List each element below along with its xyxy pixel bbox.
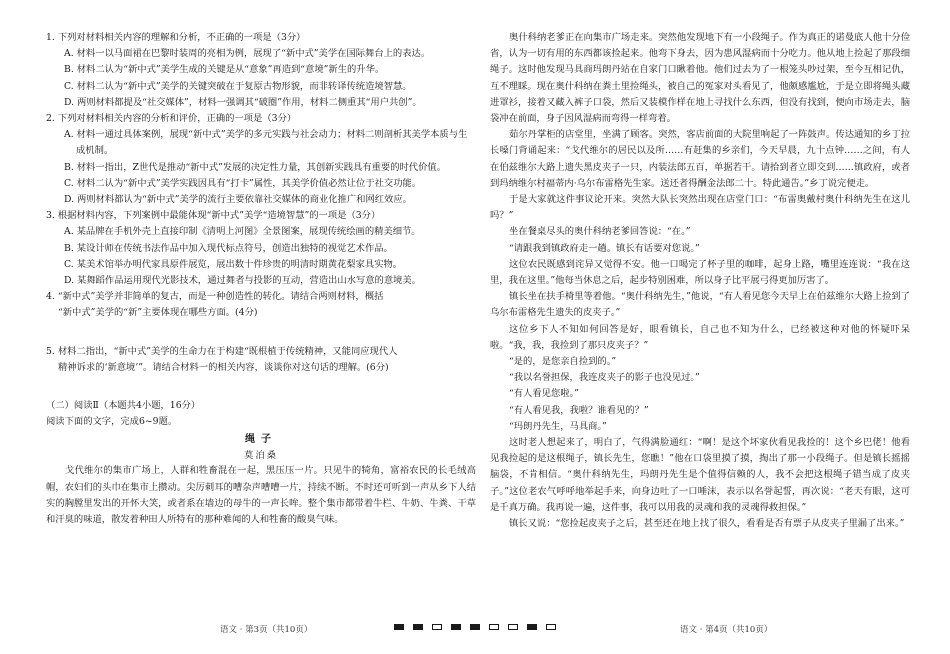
registration-mark [546,624,556,630]
question-2 [46,111,476,208]
story-body-left [46,463,476,528]
story-paragraph: 坐在餐桌尽头的奥什科纳老爹回答说：“在。” [509,226,691,238]
story-paragraph: “玛朗丹先生，马具商。” [509,420,607,432]
answer-space [46,376,476,398]
story-paragraph: “是的，是您亲自捡到的。” [509,356,617,368]
left-page [46,30,476,528]
question-4-line-1: 4. “新中式”美学并非简单的复古，而是一种创造性的转化。请结合两则材料，概括 [46,291,384,303]
page-number-right: 语文 · 第4页（共10页） [680,625,773,635]
story-paragraph: “请跟我到镇政府走一趟。镇长有话要对您说。” [509,242,700,254]
story-paragraph: “有人看见您啦。” [509,388,579,400]
section-instruction: 阅读下面的文字，完成6~9题。 [46,416,178,428]
option-d: D. 两则材料都提及“社交媒体”，材料一强调其“破圈”作用，材料二侧重其“用户共创”。 [64,96,422,108]
question-4 [46,289,476,321]
registration-mark [470,624,480,630]
option-c: C. 材料二认为“新中式”美学的关键突破在于复原古物形貌，而非转译传统造境智慧。 [64,80,412,92]
question-5-line-2: 精神诉求的‘新意境’”。请结合材料一的相关内容，谈谈你对这句话的理解。(6分) [58,361,389,373]
story-paragraph: 这时老人想起来了，明白了，气得满脸通红：“啊！是这个坏家伙看见我捡的！这个乡巴佬！他看见我捡起的是这根绳子，镇长先生，您瞧！”他在口袋里摸了摸，掏出了那一小段绳子。但是镇长摇摇脑袋，不肯相信。“奥什科纳先生，玛朗丹先生是个值得信赖的人，我不会把这根绳子错当成了皮夹子。”这位老农气呼呼地举起手来，向身边吐了一口唾沫，表示以名誉起誓，再次说：“老天有眼，这可是千真万确。我再说一遍，这件事，我可以用我的灵魂和我的灵魂得救担保。” [490,437,910,513]
story-paragraph: 戈代维尔的集市广场上，人群和牲畜混在一起，黑压压一片。只见牛的犄角，富裕农民的长毛绒高帽，农妇们的头巾在集市上攒动。尖厉刺耳的嘈杂声嘈嘈一片，持续不断。不时还可听到一声从乡下人结实的胸膛里发出的开怀大笑，或者系在墙边的母牛的一声长哞。整个集市都带着牛栏、牛奶、牛粪、干草和汗臭的味道，散发着种田人所特有的那种难闻的人和牲畜的酸臭气味。 [46,465,476,526]
option-d: D. 某舞蹈作品运用现代光影技术，通过舞者与投影的互动，营造出山水写意的意境美。 [64,275,422,287]
story-paragraph: “我以名誉担保，我连皮夹子的影子也没见过。” [509,372,700,384]
registration-mark [527,624,537,630]
option-a: A. 材料一通过具体案例，展现“新中式”美学的多元实践与社会动力；材料二则剖析其美学本质与生成机制。 [64,129,468,157]
story-author: 莫泊桑 [244,450,278,462]
option-b: B. 材料一指出，Z世代是推动“新中式”发展的决定性力量，其创新实践具有重要的时代价值。 [64,161,446,173]
question-1 [46,30,476,111]
option-d: D. 两则材料都认为“新中式”美学的流行主要依靠社交媒体的商业化推广和网红效应。 [64,194,412,206]
story-paragraph: “有人看见我，我啦？谁看见的？” [509,404,649,416]
option-c: C. 某美术馆举办明代家具原件展览，展出数十件珍贵的明清时期黄花梨家具实物。 [64,258,403,270]
question-stem: 1. 下列对材料相关内容的理解和分析，不正确的一项是（3分） [46,32,306,43]
registration-mark [508,624,518,630]
registration-mark [432,624,442,630]
option-b: B. 材料二认为“新中式”美学生成的关键是从“意象”再造到“意境”新生的升华。 [64,64,385,76]
question-stem: 2. 下列对材料相关内容的分析和评价，正确的一项是（3分） [46,113,297,125]
registration-mark [451,624,461,630]
question-5 [46,344,476,376]
story-paragraph: 于是大家就这件事议论开来。突然大队长突然出现在店堂门口：“布雷奥戴村奥什科纳先生在这儿吗？” [490,194,910,222]
question-5-line-1: 5. 材料二指出，“新中式”美学的生命力在于构建“既根植于传统精神，又能同应现代人 [46,345,398,357]
option-a: A. 某品牌在手机外壳上直接印制《清明上河图》全景图案，展现传统绘画的精美细节。 [64,226,421,238]
option-b: B. 某设计师在传统书法作品中加入现代标点符号，创造出独特的视觉艺术作品。 [64,242,393,254]
section-heading: （二）阅读Ⅱ（本题共4小题，16分） [46,400,201,412]
option-a: A. 材料一以马面裙在巴黎时装周的亮相为例，展现了“新中式”美学在国际舞台上的表达。 [64,48,431,60]
registration-marks [394,624,556,630]
option-c: C. 材料二认为“新中式”美学实践因具有“打卡”属性，其美学价值必然让位于社交功能。 [64,177,422,189]
story-paragraph: 镇长坐在扶手椅里等着他。“奥什科纳先生，”他说，“有人看见您今天早上在伯兹维尔大路上捡到了乌尔布雷格先生遗失的皮夹子。” [490,291,910,319]
registration-mark [413,624,423,630]
story-paragraph: 镇长又说：“您捡起皮夹子之后，甚至还在地上找了很久，看看是否有票子从皮夹子里漏了出来。” [509,518,905,530]
question-3 [46,208,476,289]
answer-space [46,322,476,344]
registration-mark [394,624,404,630]
story-title: 绳子 [245,434,277,446]
story-paragraph: 奥什科纳老爹正在向集市广场走来。突然他发现地下有一小段绳子。作为真正的诺曼底人他十分俭省，认为一切有用的东西都该捡起来。他弯下身去，因为患风湿病而十分吃力。他从地上捡起了那段细绳子。这时他发现马具商玛朗丹站在自家门口瞅着他。他们过去为了一根笼头吵过架，至今互相记仇，互不理睬。现在奥什科纳在粪土里捡绳头，被自己的冤家对头看见了，他颇感尴尬，于是立即将绳头藏进罩衫，接着又藏入裤子口袋，然后又装模作样在地上寻找什么东西，但没有找到，便向市场走去，脑袋冲在前面，身子因风湿病而弯得一样弯着。 [490,32,910,125]
question-stem: 3. 根据材料内容，下列案例中最能体现“新中式”美学“造境智慧”的一项是（3分） [46,210,381,222]
story-paragraph: 这位乡下人不知如何回答是好，眼看镇长，自己也不知为什么，已经被这种对他的怀疑吓呆啦。“我，我，我捡到了那只皮夹子？” [490,323,910,351]
story-paragraph: 茹尔丹掌柜的店堂里，坐满了顾客。突然，客店前面的大院里响起了一阵鼓声。传达通知的乡丁拉长嗓门背诵起来：“戈代维尔的居民以及所……有赶集的乡亲们，今天早晨，九十点钟……之间，有人在伯兹维尔大路上遗失黑皮夹子一只，内装法郎五百，单据若干。请拾到者立即交到……镇政府，或者到玛纳维尔村福蒂内·乌尔布雷格先生家。送还者得酬金法郎二十。特此通告。”乡丁说完便走。 [490,129,910,189]
page-number-left: 语文 · 第3页（共10页） [220,625,313,635]
story-paragraph: 这位农民既感到诧异又觉得不安。他一口喝完了杯子里的咖啡，起身上路，嘴里连连说：“我在这里，我在这里。”他每当休息之后，起步特别困难，所以身子比平展弓得更加厉害了。 [490,258,910,287]
right-page [490,30,910,532]
registration-mark [489,624,499,630]
question-4-line-2: “新中式”美学的“新”主要体现在哪些方面。(4分) [58,307,258,319]
